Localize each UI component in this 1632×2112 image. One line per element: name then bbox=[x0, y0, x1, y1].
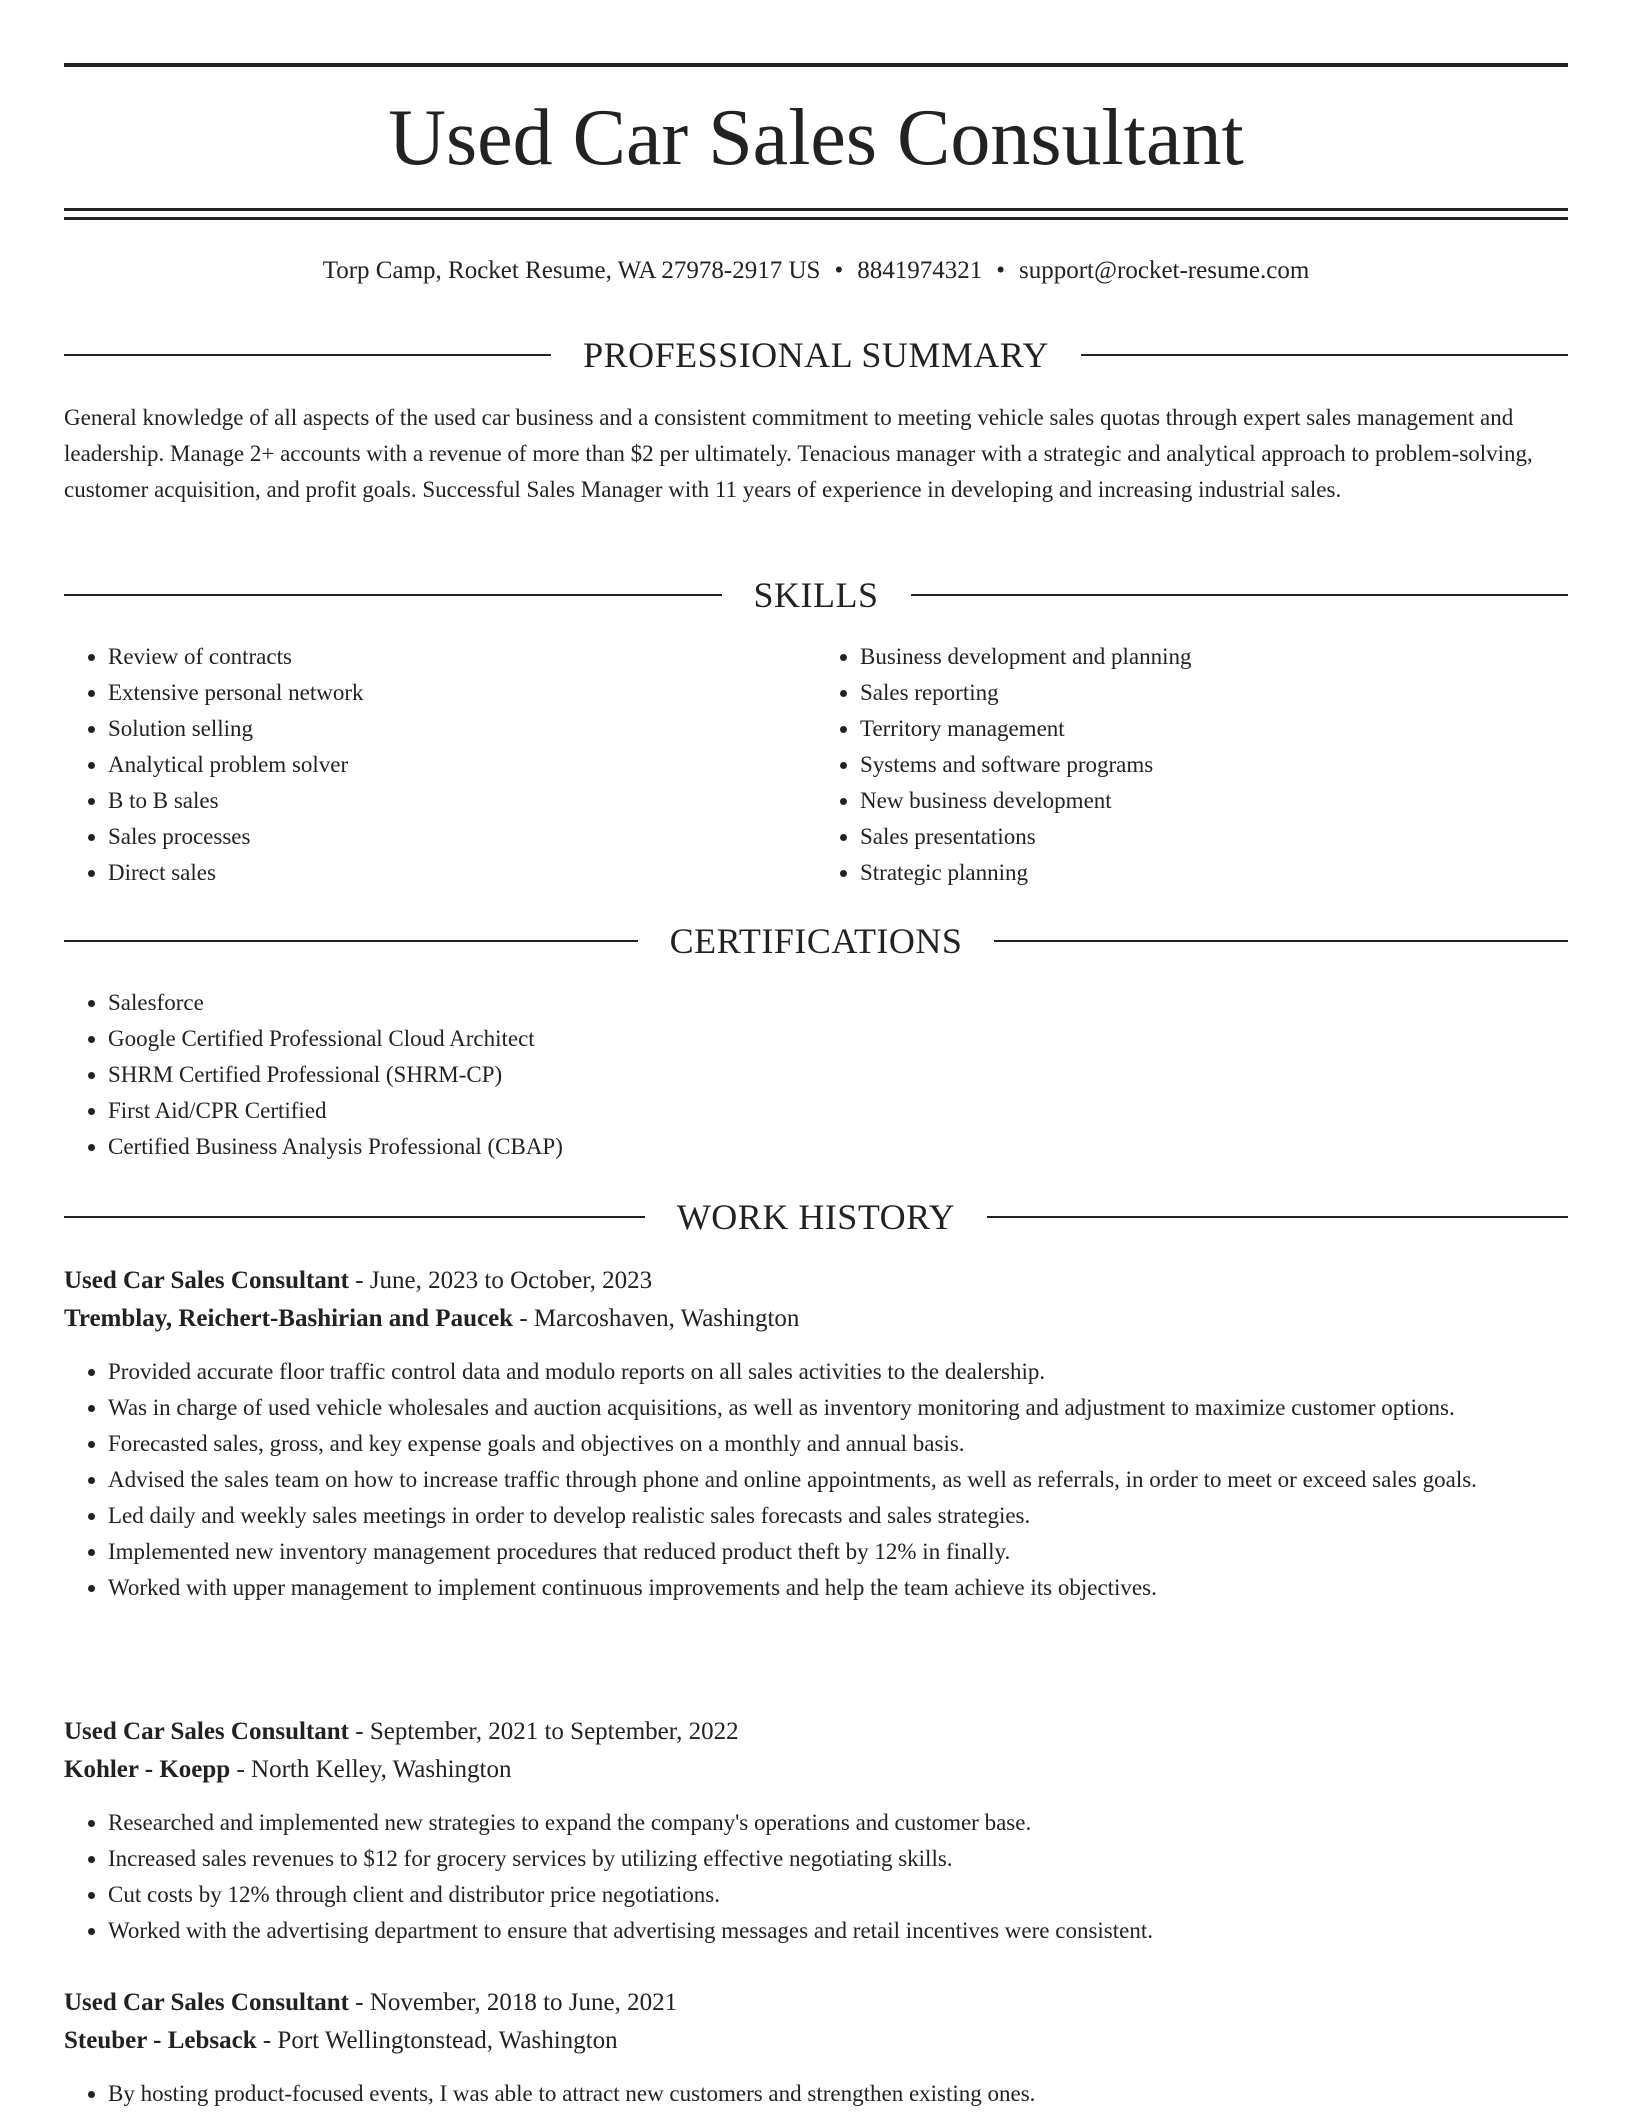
certification-item: • First Aid/CPR Certified bbox=[108, 1093, 1568, 1129]
job-bullets bbox=[64, 1354, 1568, 1606]
job-title-line bbox=[64, 1713, 1568, 1751]
skills-column-right bbox=[816, 639, 1568, 891]
job-dates: - September, 2021 to September, 2022 bbox=[349, 1718, 739, 1745]
job-company-line bbox=[64, 1751, 1568, 1789]
job-company-line bbox=[64, 2022, 1568, 2060]
summary-text: General knowledge of all aspects of the used car business and a consistent commitment to meeting vehicle sales quotas through expert sales management and leadership. Manage 2+ accounts with a revenue of more than $2 per ultimately. Tenacious manager with a strategic and analytical approach to problem-solving, customer acquisition, and profit goals. Successful Sales Manager with 11 years of experience in developing and increasing industrial sales. bbox=[64, 405, 1533, 502]
skill-item: • Territory management bbox=[860, 711, 1568, 747]
job-entry bbox=[64, 1262, 1568, 1606]
section-rule bbox=[64, 1216, 645, 1218]
resume-title: Used Car Sales Consultant bbox=[388, 94, 1244, 182]
job-bullet: • Increased sales revenues to $12 for grocery services by utilizing effective negotiating skills. bbox=[108, 1841, 1568, 1877]
skill-item: • Sales reporting bbox=[860, 675, 1568, 711]
skill-item: • Solution selling bbox=[108, 711, 816, 747]
job-company: Kohler - Koepp bbox=[64, 1756, 231, 1783]
job-entry bbox=[64, 1713, 1568, 1949]
job-location: - Port Wellingtonstead, Washington bbox=[256, 2027, 618, 2054]
certifications-list bbox=[64, 985, 1568, 1165]
job-title: Used Car Sales Consultant bbox=[64, 1267, 349, 1294]
section-rule bbox=[987, 1216, 1568, 1218]
skill-item: • Sales processes bbox=[108, 819, 816, 855]
contact-separator: • bbox=[996, 257, 1005, 284]
job-title: Used Car Sales Consultant bbox=[64, 1989, 349, 2016]
job-bullet: • Worked with the advertising department to ensure that advertising messages and retail incentives were consistent. bbox=[108, 1913, 1568, 1949]
contact-separator: • bbox=[834, 257, 844, 284]
job-location: - Marcoshaven, Washington bbox=[513, 1305, 800, 1332]
job-company: Steuber - Lebsack bbox=[64, 2027, 257, 2054]
job-bullet: • Worked with upper management to implement continuous improvements and help the team achieve its objectives. bbox=[108, 1570, 1568, 1606]
job-bullets bbox=[64, 2076, 1568, 2112]
certification-item: • Certified Business Analysis Professional (CBAP) bbox=[108, 1129, 1568, 1165]
job-bullet: • Implemented new inventory management procedures that reduced product theft by 12% in finally. bbox=[108, 1534, 1568, 1570]
title-double-rule bbox=[64, 208, 1568, 220]
skill-item: • Systems and software programs bbox=[860, 747, 1568, 783]
section-rule bbox=[994, 940, 1568, 942]
job-company-line bbox=[64, 1300, 1568, 1338]
top-rule bbox=[64, 63, 1568, 67]
skill-item: • Strategic planning bbox=[860, 855, 1568, 891]
job-bullet: • Led daily and weekly sales meetings in order to develop realistic sales forecasts and sales strategies. bbox=[108, 1498, 1568, 1534]
job-title-line bbox=[64, 1262, 1568, 1300]
job-location: - North Kelley, Washington bbox=[230, 1756, 512, 1783]
job-bullet: • Provided accurate floor traffic control data and modulo reports on all sales activities to the dealership. bbox=[108, 1354, 1568, 1390]
skill-item: • Review of contracts bbox=[108, 639, 816, 675]
work-history-heading: WORK HISTORY bbox=[676, 1197, 956, 1237]
summary-heading: PROFESSIONAL SUMMARY bbox=[583, 335, 1049, 375]
job-company: Tremblay, Reichert-Bashirian and Paucek bbox=[64, 1305, 514, 1332]
job-dates: - June, 2023 to October, 2023 bbox=[349, 1267, 653, 1294]
job-bullet: • Forecasted sales, gross, and key expense goals and objectives on a monthly and annual basis. bbox=[108, 1426, 1568, 1462]
contact-address: Torp Camp, Rocket Resume, WA 27978-2917 US bbox=[322, 257, 821, 284]
certifications-section-header bbox=[64, 919, 1568, 963]
section-rule bbox=[1081, 354, 1568, 356]
section-rule bbox=[64, 940, 638, 942]
skills-list bbox=[64, 639, 1568, 891]
job-title-line bbox=[64, 1984, 1568, 2022]
job-bullet: • Cut costs by 12% through client and distributor price negotiations. bbox=[108, 1877, 1568, 1913]
skills-column-left bbox=[64, 639, 816, 891]
job-bullet: • By hosting product-focused events, I was able to attract new customers and strengthen existing ones. bbox=[108, 2076, 1568, 2112]
certifications-heading: CERTIFICATIONS bbox=[669, 921, 963, 961]
skill-item: • New business development bbox=[860, 783, 1568, 819]
skill-item: • Extensive personal network bbox=[108, 675, 816, 711]
section-rule bbox=[911, 594, 1569, 596]
summary-section-header bbox=[64, 333, 1568, 377]
skills-section-header bbox=[64, 573, 1568, 617]
skills-heading: SKILLS bbox=[753, 575, 879, 615]
certification-item: • SHRM Certified Professional (SHRM-CP) bbox=[108, 1057, 1568, 1093]
job-bullet: • Was in charge of used vehicle wholesales and auction acquisitions, as well as inventory monitoring and adjustment to maximize customer options. bbox=[108, 1390, 1568, 1426]
job-entry bbox=[64, 1984, 1568, 2112]
skill-item: • Sales presentations bbox=[860, 819, 1568, 855]
certification-item: • Google Certified Professional Cloud Architect bbox=[108, 1021, 1568, 1057]
job-dates: - November, 2018 to June, 2021 bbox=[349, 1989, 678, 2016]
skill-item: • B to B sales bbox=[108, 783, 816, 819]
contact-phone: 8841974321 bbox=[857, 257, 983, 284]
skill-item: • Direct sales bbox=[108, 855, 816, 891]
job-title: Used Car Sales Consultant bbox=[64, 1718, 349, 1745]
contact-email: support@rocket-resume.com bbox=[1019, 257, 1310, 284]
job-bullet: • Advised the sales team on how to increase traffic through phone and online appointments, as well as referrals, in order to meet or exceed sales goals. bbox=[108, 1462, 1568, 1498]
work-history-section-header bbox=[64, 1195, 1568, 1239]
contact-line bbox=[64, 254, 1568, 288]
section-rule bbox=[64, 594, 722, 596]
job-bullets bbox=[64, 1805, 1568, 1949]
section-rule bbox=[64, 354, 551, 356]
job-bullet: • Researched and implemented new strategies to expand the company's operations and customer base. bbox=[108, 1805, 1568, 1841]
skill-item: • Analytical problem solver bbox=[108, 747, 816, 783]
skill-item: • Business development and planning bbox=[860, 639, 1568, 675]
certification-item: • Salesforce bbox=[108, 985, 1568, 1021]
